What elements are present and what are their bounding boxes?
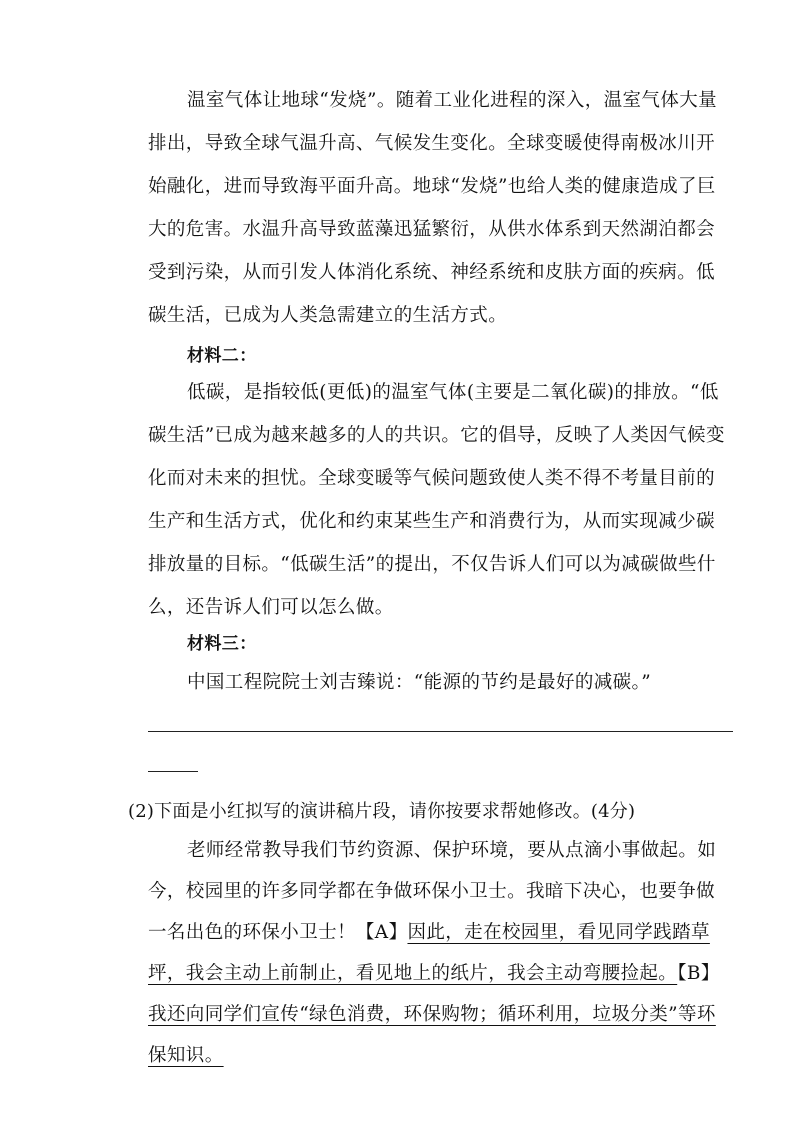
material2-line-1: 低碳，是指较低(更低)的温室气体(主要是二氧化碳)的排放。“低 [187,382,719,403]
marker-b: 【B】 [677,963,720,984]
material1-line-3: 始融化，进而导致海平面升高。地球“发烧”也给人类的健康造成了巨 [148,176,716,197]
passage-line-5 [148,1000,716,1026]
material2-line-3: 化而对未来的担忧。全球变暖等气候问题致使人类不得不考量目前的 [148,468,716,489]
sentence-a-part-1: 因此，走在校园里，看见同学践踏草 [407,922,710,943]
material2-line-5: 排放量的目标。“低碳生活”的提出，不仅告诉人们可以为减碳做些什 [148,554,716,575]
question-2-prompt: (2)下面是小红拟写的演讲稿片段，请你按要求帮她修改。(4分) [128,801,636,822]
material2-heading: 材料二： [187,346,257,366]
material3-heading: 材料三： [187,634,257,654]
passage-line-1: 老师经常教导我们节约资源、保护环境，要从点滴小事做起。如 [187,840,717,861]
material1-line-5: 受到污染，从而引发人体消化系统、神经系统和皮肤方面的疾病。低 [148,262,716,283]
sentence-b-part-2: 保知识。 [148,1045,224,1066]
material1-line-2: 排出，导致全球气温升高、气候发生变化。全球变暖使得南极冰川开 [148,133,716,154]
material3-quote: 中国工程院院士刘吉臻说：“能源的节约是最好的减碳。” [187,672,652,693]
material2-line-6: 么，还告诉人们可以怎么做。 [148,597,394,618]
passage-line-4 [148,959,720,985]
passage-line-3-plain: 一名出色的环保小卫士！ [148,922,356,943]
material1-line-6: 碳生活，已成为人类急需建立的生活方式。 [148,305,508,326]
sentence-a-part-2: 坪，我会主动上前制止，看见地上的纸片，我会主动弯腰捡起。 [148,963,678,984]
material1-line-4: 大的危害。水温升高导致蓝藻迅猛繁衍，从供水体系到天然湖泊都会 [148,219,716,240]
material2-line-4: 生产和生活方式，优化和约束某些生产和消费行为，从而实现减少碳 [148,511,716,532]
marker-a: 【A】 [355,922,408,943]
sentence-b-part-1: 我还向同学们宣传“绿色消费，环保购物；循环利用，垃圾分类”等环 [148,1004,716,1025]
answer-line-continuation[interactable] [148,771,198,772]
passage-line-3 [148,918,710,944]
material2-line-2: 碳生活”已成为越来越多的人的共识。它的倡导，反映了人类因气候变 [148,425,725,446]
answer-line[interactable] [148,731,733,732]
passage-line-2: 今，校园里的许多同学都在争做环保小卫士。我暗下决心，也要争做 [148,881,716,902]
passage-line-6 [148,1041,224,1067]
material1-line-1: 温室气体让地球“发烧”。随着工业化进程的深入，温室气体大量 [187,90,718,111]
